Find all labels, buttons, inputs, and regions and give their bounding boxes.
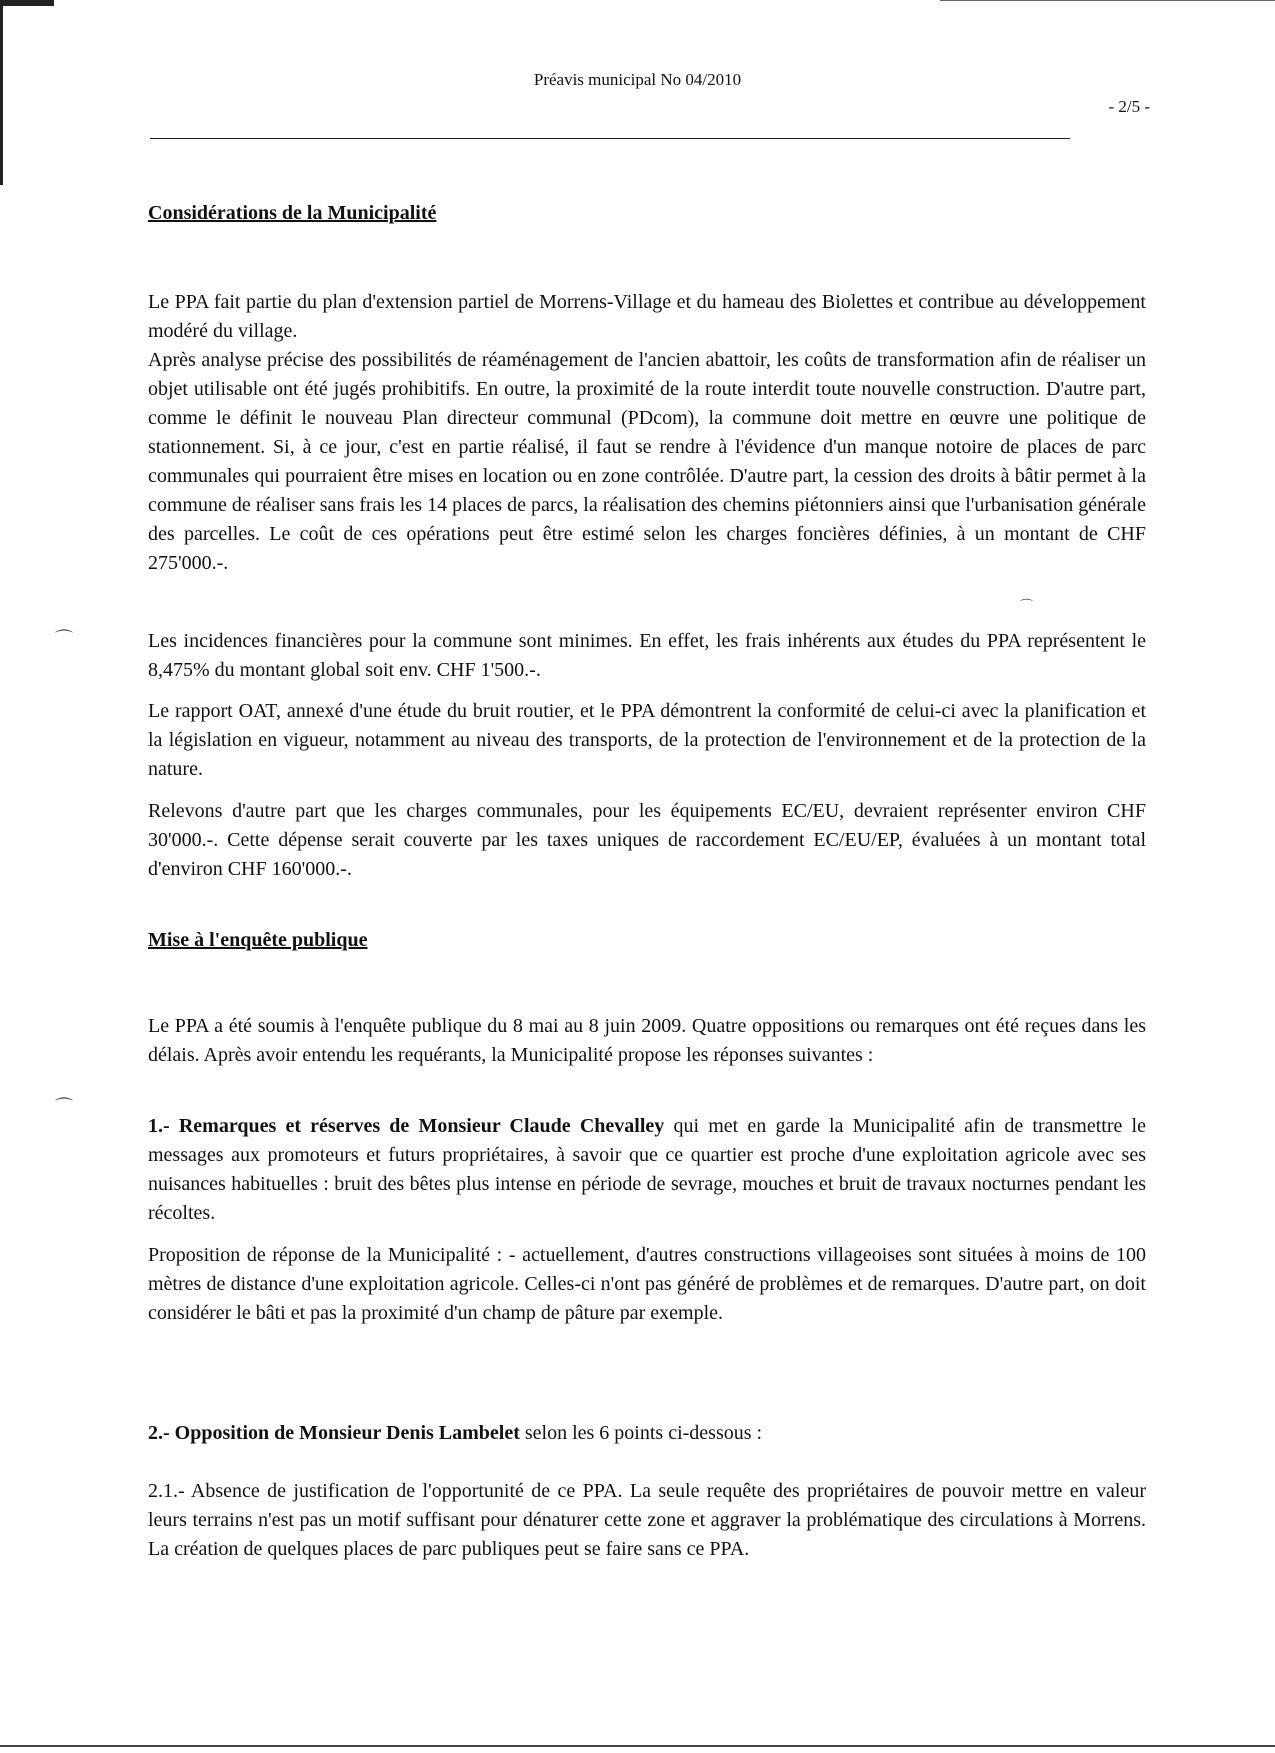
document-header-title: Préavis municipal No 04/2010 (533, 70, 742, 89)
margin-handwritten-mark: ⌒ (55, 629, 73, 649)
paragraph-municipal-response-1: Proposition de réponse de la Municipalité : - actuellement, d'autres constructions villageoises sont situées à moins de 100 mètres de distance d'une exploitation agricole. Celles-ci n'ont pas généré de problèmes et de remarques. D'autre part, on doit considérer le bâti et pas la proximité d'un champ de pâture par exemple. (148, 1244, 1146, 1324)
paragraph-financial-impact: Les incidences financières pour la commune sont minimes. En effet, les frais inhérents aux études du PPA représentent le 8,475% du montant global soit env. CHF 1'500.-. (148, 630, 1146, 681)
opposition-point-2-1: 2.1.- Absence de justification de l'opportunité de ce PPA. La seule requête des propriétaires de pouvoir mettre en valeur leurs terrains n'est pas un motif suffisant pour dénaturer cette zone et aggraver la problématique des circulations à Morrens. La création de quelques places de parc publiques peut se faire sans ce PPA. (148, 1480, 1146, 1560)
opposition-item-1 (148, 1112, 1146, 1228)
opposition-item-1-text: qui met en garde la Municipalité afin de transmettre le messages aux promoteurs et futurs propriétaires, à savoir que ce quartier est proche d'une exploitation agricole avec ses nuisances habituelles : bruit des bêtes plus intense en période de sevrage, mouches et bruit de travaux nocturnes pendant les récoltes. (148, 1115, 1146, 1224)
section-heading-enquete-publique: Mise à l'enquête publique (148, 929, 368, 951)
paragraph-oat-report: Le rapport OAT, annexé d'une étude du bruit routier, et le PPA démontrent la conformité de celui-ci avec la planification et la législation en vigueur, notamment au niveau des transports, de la protection de l'environnement et de la protection de la nature. (148, 700, 1146, 780)
scan-corner-mark (0, 0, 54, 6)
margin-handwritten-mark: ⌒ (55, 1097, 73, 1117)
paragraph-ppa-overview: Le PPA fait partie du plan d'extension partiel de Morrens-Village et du hameau des Biolettes et contribue au développement modéré du village. (148, 291, 1146, 342)
header-rule (150, 138, 1070, 139)
paragraph-abattoir-analysis: Après analyse précise des possibilités de réaménagement de l'ancien abattoir, les coûts de transformation afin de réaliser un objet utilisable ont été jugés prohibitifs. En outre, la proximité de la route interdit toute nouvelle construction. D'autre part, comme le définit le nouveau Plan directeur communal (PDcom), la commune doit mettre en œuvre une politique de stationnement. Si, à ce jour, c'est en partie réalisé, il faut se rendre à l'évidence d'un manque notoire de places de parc communales qui pourraient être mises en location ou en zone contrôlée. D'autre part, la cession des droits à bâtir permet à la commune de réaliser sans frais les 14 places de parcs, la réalisation des chemins piétonniers ainsi que l'urbanisation générale des parcelles. Le coût de ces opérations peut être estimé selon les charges foncières définies, à un montant de CHF 275'000.-. (148, 349, 1146, 574)
paragraph-communal-charges: Relevons d'autre part que les charges communales, pour les équipements EC/EU, devraient représenter environ CHF 30'000.-. Cette dépense serait couverte par les taxes uniques de raccordement EC/EU/EP, évaluées à un montant total d'environ CHF 160'000.-. (148, 800, 1146, 880)
opposition-item-1-title: 1.- Remarques et réserves de Monsieur Claude Chevalley (148, 1115, 665, 1137)
scan-left-edge (0, 0, 3, 185)
margin-handwritten-mark: ⌒ (1020, 598, 1034, 613)
scan-top-line (940, 0, 1275, 1)
section-heading-considerations: Considérations de la Municipalité (148, 202, 437, 224)
scan-bottom-line (0, 1745, 1275, 1747)
opposition-item-2-text: selon les 6 points ci-dessous : (519, 1422, 763, 1444)
paragraph-enquete-intro: Le PPA a été soumis à l'enquête publique du 8 mai au 8 juin 2009. Quatre oppositions ou remarques ont été reçues dans les délais. Après avoir entendu les requérants, la Municipalité propose les réponses suivantes : (148, 1015, 1146, 1066)
opposition-item-2 (148, 1419, 1146, 1448)
page-number: - 2/5 - (1108, 97, 1150, 116)
opposition-item-2-title: 2.- Opposition de Monsieur Denis Lambelet (148, 1422, 520, 1444)
